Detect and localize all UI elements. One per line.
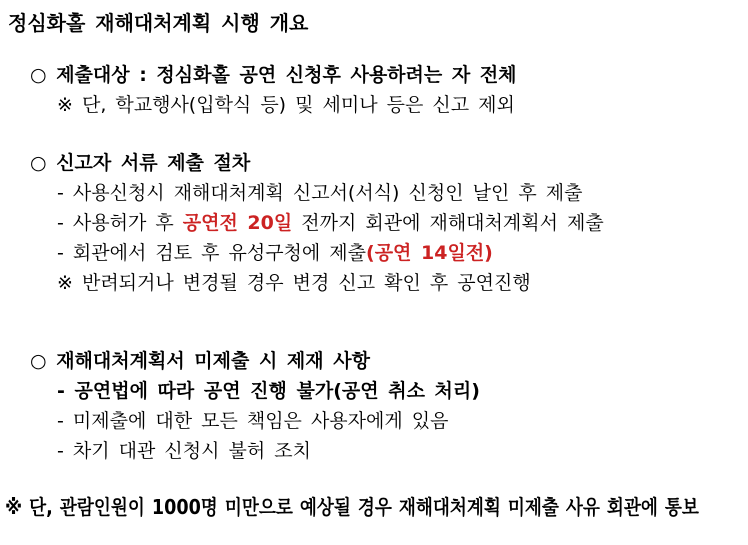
text-run: - 사용신청시 재해대처계획 신고서(서식) 신청인 날인 후 제출 xyxy=(57,182,583,204)
section-report-procedure xyxy=(8,148,748,298)
list-item xyxy=(8,406,748,436)
text-run: - 차기 대관 신청시 불허 조치 xyxy=(57,440,311,462)
text-run: ※ 단, 학교행사(입학식 등) 및 세미나 등은 신고 제외 xyxy=(57,94,515,116)
text-run: - 사용허가 후 xyxy=(57,212,183,234)
list-item xyxy=(8,268,748,298)
text-run: - 회관에서 검토 후 유성구청에 제출 xyxy=(57,242,367,264)
text-run: - 공연법에 따라 공연 진행 불가(공연 취소 처리) xyxy=(57,380,480,402)
section-sanctions xyxy=(8,346,748,466)
section-submission-target xyxy=(8,60,748,120)
list-item xyxy=(8,90,748,120)
section-header: ○ 재해대처계획서 미제출 시 제재 사항 xyxy=(30,350,370,372)
highlight-red-deadline: (공연 14일전) xyxy=(366,242,493,264)
text-run: 전까지 회관에 재해대처계획서 제출 xyxy=(292,212,604,234)
section-header: ○ 신고자 서류 제출 절차 xyxy=(30,152,251,174)
footnote: ※ 단, 관람인원이 1000명 미만으로 예상될 경우 재해대처계획 미제출 사유 회관에 통보 xyxy=(5,495,699,519)
list-item xyxy=(8,178,748,208)
highlight-red-deadline: 공연전 20일 xyxy=(182,212,293,234)
list-item xyxy=(8,238,748,268)
text-run: ※ 반려되거나 변경될 경우 변경 신고 확인 후 공연진행 xyxy=(57,272,531,294)
list-item xyxy=(8,376,748,406)
page-title: 정심화홀 재해대처계획 시행 개요 xyxy=(8,11,309,35)
text-run: - 미제출에 대한 모든 책임은 사용자에게 있음 xyxy=(57,410,449,432)
list-item xyxy=(8,208,748,238)
list-item xyxy=(8,436,748,466)
section-header: ○ 제출대상 : 정심화홀 공연 신청후 사용하려는 자 전체 xyxy=(30,64,517,86)
